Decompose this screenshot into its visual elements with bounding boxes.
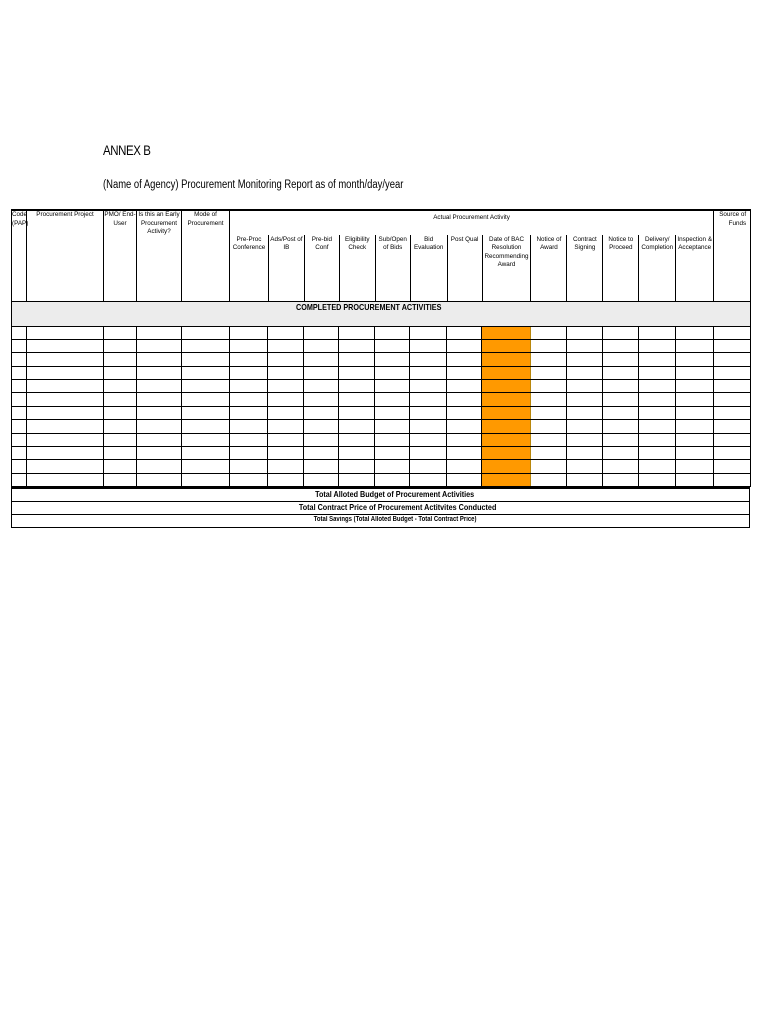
table-row (12, 353, 751, 366)
table-cell[interactable] (339, 473, 375, 486)
table-cell[interactable] (603, 420, 639, 433)
table-cell[interactable] (304, 353, 339, 366)
table-cell[interactable] (182, 447, 230, 460)
annex-title: ANNEX B (103, 142, 151, 158)
table-cell[interactable] (12, 406, 27, 419)
table-cell[interactable] (182, 380, 230, 393)
table-cell[interactable] (676, 406, 714, 419)
table-cell[interactable] (676, 339, 714, 352)
table-cell[interactable] (12, 447, 27, 460)
table-cell[interactable] (230, 460, 268, 473)
table-row (12, 393, 751, 406)
sub-header-0: Pre-Proc Conference (232, 235, 266, 251)
table-cell[interactable] (137, 366, 182, 379)
table-cell[interactable] (12, 380, 27, 393)
table-cell[interactable] (603, 473, 639, 486)
table-cell[interactable] (603, 393, 639, 406)
header-pmo-end-user: PMO/ End-User (104, 210, 137, 301)
table-cell[interactable] (182, 473, 230, 486)
sub-header-11: Delivery/ Completion (638, 235, 675, 301)
table-cell[interactable] (447, 460, 482, 473)
table-cell[interactable] (230, 326, 268, 339)
table-cell[interactable] (304, 380, 339, 393)
table-cell[interactable] (375, 420, 410, 433)
table-cell[interactable] (375, 380, 410, 393)
table-cell[interactable] (268, 393, 304, 406)
table-cell[interactable] (676, 393, 714, 406)
table-cell[interactable] (137, 339, 182, 352)
table-cell[interactable] (339, 393, 375, 406)
table-cell[interactable] (676, 473, 714, 486)
table-row (12, 366, 751, 379)
table-cell[interactable] (12, 393, 27, 406)
table-cell[interactable] (714, 406, 751, 419)
header-code: Code (PAP) (12, 210, 27, 301)
table-cell[interactable] (230, 380, 268, 393)
table-cell[interactable] (714, 473, 751, 486)
table-cell[interactable] (447, 393, 482, 406)
table-cell[interactable] (268, 406, 304, 419)
table-cell[interactable] (304, 433, 339, 446)
table-cell[interactable] (182, 460, 230, 473)
table-cell[interactable] (676, 447, 714, 460)
table-cell[interactable] (447, 326, 482, 339)
table-cell[interactable] (339, 353, 375, 366)
table-row (12, 433, 751, 446)
table-cell[interactable] (531, 380, 567, 393)
table-cell[interactable] (339, 420, 375, 433)
table-cell[interactable] (375, 473, 410, 486)
header-early-procurement: Is this an Early Procurement Activity? (137, 210, 182, 301)
table-cell[interactable] (447, 406, 482, 419)
table-cell[interactable] (137, 420, 182, 433)
table-cell[interactable] (27, 339, 104, 352)
table-cell[interactable] (12, 473, 27, 486)
table-cell[interactable] (603, 353, 639, 366)
table-cell[interactable] (603, 380, 639, 393)
table-cell[interactable] (304, 339, 339, 352)
table-cell[interactable] (531, 339, 567, 352)
table-cell[interactable] (639, 460, 676, 473)
table-cell[interactable] (182, 393, 230, 406)
table-cell[interactable] (230, 339, 268, 352)
table-cell[interactable] (714, 339, 751, 352)
table-cell[interactable] (27, 353, 104, 366)
table-cell[interactable] (27, 380, 104, 393)
table-cell[interactable] (714, 447, 751, 460)
table-cell[interactable] (104, 420, 137, 433)
sub-header-12: Inspection & Acceptance (675, 235, 713, 301)
table-cell[interactable] (567, 420, 603, 433)
table-cell[interactable] (603, 460, 639, 473)
table-cell[interactable] (339, 380, 375, 393)
table-cell[interactable] (676, 366, 714, 379)
table-cell[interactable] (339, 406, 375, 419)
table-cell[interactable] (104, 460, 137, 473)
table-cell[interactable] (375, 366, 410, 379)
table-cell[interactable] (676, 433, 714, 446)
table-cell[interactable] (714, 380, 751, 393)
table-row (12, 447, 751, 460)
table-cell[interactable] (230, 366, 268, 379)
table-cell[interactable] (567, 353, 603, 366)
table-cell[interactable] (447, 366, 482, 379)
table-cell[interactable] (304, 460, 339, 473)
table-cell[interactable] (714, 366, 751, 379)
table-cell[interactable] (531, 326, 567, 339)
table-cell[interactable] (639, 406, 676, 419)
table-cell[interactable] (603, 366, 639, 379)
table-cell[interactable] (567, 393, 603, 406)
table-cell[interactable] (447, 473, 482, 486)
sub-header-6: Post Qual (447, 235, 482, 301)
table-cell[interactable] (603, 447, 639, 460)
table-cell[interactable] (375, 353, 410, 366)
table-cell[interactable] (104, 380, 137, 393)
table-cell[interactable] (676, 420, 714, 433)
table-row (12, 326, 751, 339)
table-cell[interactable] (410, 326, 447, 339)
table-cell[interactable] (137, 447, 182, 460)
table-cell[interactable] (104, 473, 137, 486)
sub-header-10: Notice to Proceed (602, 235, 638, 301)
table-cell[interactable] (230, 353, 268, 366)
sub-header-strip (230, 235, 713, 301)
table-cell[interactable] (410, 393, 447, 406)
table-row (12, 460, 751, 473)
table-cell[interactable] (639, 339, 676, 352)
table-cell[interactable] (375, 393, 410, 406)
table-cell[interactable] (676, 380, 714, 393)
table-cell[interactable] (482, 353, 531, 366)
table-cell[interactable] (410, 447, 447, 460)
table-cell[interactable] (482, 380, 531, 393)
table-row (12, 473, 751, 486)
table-cell[interactable] (447, 447, 482, 460)
table-cell[interactable] (137, 460, 182, 473)
table-cell[interactable] (339, 433, 375, 446)
table-cell[interactable] (603, 433, 639, 446)
table-cell[interactable] (268, 433, 304, 446)
sub-header-5: Bid Evaluation (410, 235, 447, 301)
table-cell[interactable] (410, 406, 447, 419)
table-cell[interactable] (27, 460, 104, 473)
table-cell[interactable] (567, 380, 603, 393)
table-cell[interactable] (410, 366, 447, 379)
table-cell[interactable] (447, 433, 482, 446)
table-cell[interactable] (447, 339, 482, 352)
table-cell[interactable] (12, 339, 27, 352)
table-cell[interactable] (482, 366, 531, 379)
table-cell[interactable] (268, 366, 304, 379)
table-cell[interactable] (410, 420, 447, 433)
table-cell[interactable] (410, 339, 447, 352)
table-row (12, 406, 751, 419)
total-contract-price: Total Contract Price of Procurement Actitvites Conducted (12, 502, 750, 515)
table-cell[interactable] (339, 460, 375, 473)
table-cell[interactable] (137, 433, 182, 446)
table-cell[interactable] (230, 406, 268, 419)
table-cell[interactable] (182, 406, 230, 419)
table-cell[interactable] (27, 406, 104, 419)
table-cell[interactable] (639, 433, 676, 446)
table-cell[interactable] (268, 326, 304, 339)
sub-header-7: Date of BAC Resolution Recommending Award (482, 235, 531, 301)
table-cell[interactable] (182, 420, 230, 433)
table-cell[interactable] (531, 447, 567, 460)
table-cell[interactable] (27, 393, 104, 406)
table-cell[interactable] (230, 393, 268, 406)
table-cell[interactable] (410, 433, 447, 446)
table-cell[interactable] (676, 326, 714, 339)
section-label: COMPLETED PROCUREMENT ACTIVITIES (295, 301, 441, 312)
table-cell[interactable] (676, 460, 714, 473)
table-cell[interactable] (714, 433, 751, 446)
table-cell[interactable] (639, 393, 676, 406)
table-cell[interactable] (230, 420, 268, 433)
table-cell[interactable] (603, 406, 639, 419)
table-cell[interactable] (714, 420, 751, 433)
table-cell[interactable] (12, 353, 27, 366)
table-cell[interactable] (639, 447, 676, 460)
table-cell[interactable] (567, 447, 603, 460)
table-cell[interactable] (104, 406, 137, 419)
table-cell[interactable] (268, 353, 304, 366)
table-cell[interactable] (137, 326, 182, 339)
table-cell[interactable] (639, 420, 676, 433)
table-cell[interactable] (482, 460, 531, 473)
header-source-of-funds: Source of Funds (714, 210, 751, 301)
table-cell[interactable] (27, 433, 104, 446)
table-cell[interactable] (567, 473, 603, 486)
table-cell[interactable] (339, 447, 375, 460)
table-cell[interactable] (12, 420, 27, 433)
table-cell[interactable] (27, 473, 104, 486)
table-cell[interactable] (137, 380, 182, 393)
header-mode-of-procurement: Mode of Procurement (182, 210, 230, 301)
table-cell[interactable] (304, 473, 339, 486)
header-procurement-project: Procurement Project (27, 210, 104, 301)
table-cell[interactable] (304, 447, 339, 460)
table-cell[interactable] (230, 447, 268, 460)
table-cell[interactable] (447, 380, 482, 393)
sub-header-9: Contract Signing (566, 235, 602, 301)
procurement-monitoring-table (11, 209, 750, 528)
table-cell[interactable] (531, 366, 567, 379)
table-cell[interactable] (375, 326, 410, 339)
table-cell[interactable] (714, 326, 751, 339)
table-cell[interactable] (230, 433, 268, 446)
table-cell[interactable] (137, 406, 182, 419)
header-actual-procurement-activity: Actual Procurement Activity (433, 214, 510, 221)
report-title: (Name of Agency) Procurement Monitoring Report as of month/day/year (103, 179, 404, 191)
table-cell[interactable] (104, 393, 137, 406)
table-cell[interactable] (639, 366, 676, 379)
header-actual-activity-group (230, 210, 714, 301)
table-cell[interactable] (410, 473, 447, 486)
table-cell[interactable] (375, 406, 410, 419)
table-cell[interactable] (603, 339, 639, 352)
table-cell[interactable] (182, 326, 230, 339)
table-cell[interactable] (104, 447, 137, 460)
table-cell[interactable] (182, 366, 230, 379)
table-cell[interactable] (639, 473, 676, 486)
table-row (12, 420, 751, 433)
table-cell[interactable] (603, 326, 639, 339)
sub-header-4: Sub/Open of Bids (375, 235, 410, 301)
table-cell[interactable] (482, 420, 531, 433)
table-cell[interactable] (12, 326, 27, 339)
table-cell[interactable] (567, 460, 603, 473)
table-cell[interactable] (714, 353, 751, 366)
table-cell[interactable] (137, 353, 182, 366)
table-cell[interactable] (567, 433, 603, 446)
table-cell[interactable] (12, 433, 27, 446)
table-cell[interactable] (12, 460, 27, 473)
table-cell[interactable] (567, 339, 603, 352)
sub-header-3: Eligibility Check (339, 235, 375, 301)
table-cell[interactable] (482, 433, 531, 446)
table-row (12, 380, 751, 393)
table-cell[interactable] (27, 447, 104, 460)
table-cell[interactable] (104, 339, 137, 352)
table-cell[interactable] (304, 326, 339, 339)
table-cell[interactable] (268, 339, 304, 352)
table-cell[interactable] (27, 326, 104, 339)
table-cell[interactable] (104, 366, 137, 379)
table-cell[interactable] (104, 326, 137, 339)
table-cell[interactable] (531, 406, 567, 419)
table-cell[interactable] (27, 420, 104, 433)
sub-header-8: Notice of Award (530, 235, 566, 301)
total-savings: Total Savings (Total Alloted Budget - Total Contract Price) (12, 515, 750, 528)
table-cell[interactable] (104, 433, 137, 446)
table-cell[interactable] (268, 380, 304, 393)
table-cell[interactable] (375, 460, 410, 473)
table-cell[interactable] (268, 420, 304, 433)
table-cell[interactable] (182, 433, 230, 446)
table-cell[interactable] (639, 353, 676, 366)
table-cell[interactable] (339, 366, 375, 379)
table-cell[interactable] (567, 406, 603, 419)
table-cell[interactable] (137, 473, 182, 486)
table-cell[interactable] (482, 339, 531, 352)
table-cell[interactable] (531, 460, 567, 473)
table-cell[interactable] (531, 353, 567, 366)
table-cell[interactable] (531, 433, 567, 446)
table-cell[interactable] (304, 393, 339, 406)
table-cell[interactable] (639, 380, 676, 393)
total-alloted-budget: Total Alloted Budget of Procurement Activities (12, 488, 750, 502)
table-cell[interactable] (230, 473, 268, 486)
table-cell[interactable] (137, 393, 182, 406)
table-cell[interactable] (531, 393, 567, 406)
table-cell[interactable] (27, 366, 104, 379)
table-cell[interactable] (375, 447, 410, 460)
table-cell[interactable] (268, 473, 304, 486)
table-cell[interactable] (447, 420, 482, 433)
sub-header-2: Pre-bid Conf (304, 235, 339, 301)
table-cell[interactable] (482, 447, 531, 460)
table-cell[interactable] (567, 326, 603, 339)
table-cell[interactable] (375, 339, 410, 352)
table-cell[interactable] (531, 420, 567, 433)
table-cell[interactable] (482, 473, 531, 486)
table-cell[interactable] (639, 326, 676, 339)
table-cell[interactable] (567, 366, 603, 379)
table-cell[interactable] (410, 353, 447, 366)
table-cell[interactable] (304, 366, 339, 379)
table-cell[interactable] (268, 447, 304, 460)
table-cell[interactable] (304, 420, 339, 433)
table-cell[interactable] (182, 339, 230, 352)
table-cell[interactable] (375, 433, 410, 446)
sub-header-1: Ads/Post of IB (268, 235, 304, 301)
section-completed-activities (12, 301, 751, 326)
table-cell[interactable] (447, 353, 482, 366)
table-cell[interactable] (410, 460, 447, 473)
table-cell[interactable] (304, 406, 339, 419)
table-row (12, 339, 751, 352)
table-cell[interactable] (531, 473, 567, 486)
table-cell[interactable] (268, 460, 304, 473)
table-cell[interactable] (482, 406, 531, 419)
table-cell[interactable] (714, 393, 751, 406)
table-cell[interactable] (339, 326, 375, 339)
table-cell[interactable] (182, 353, 230, 366)
table-cell[interactable] (676, 353, 714, 366)
table-cell[interactable] (482, 393, 531, 406)
table-cell[interactable] (714, 460, 751, 473)
table-cell[interactable] (410, 380, 447, 393)
table-cell[interactable] (482, 326, 531, 339)
table-cell[interactable] (339, 339, 375, 352)
table-cell[interactable] (104, 353, 137, 366)
table-cell[interactable] (12, 366, 27, 379)
